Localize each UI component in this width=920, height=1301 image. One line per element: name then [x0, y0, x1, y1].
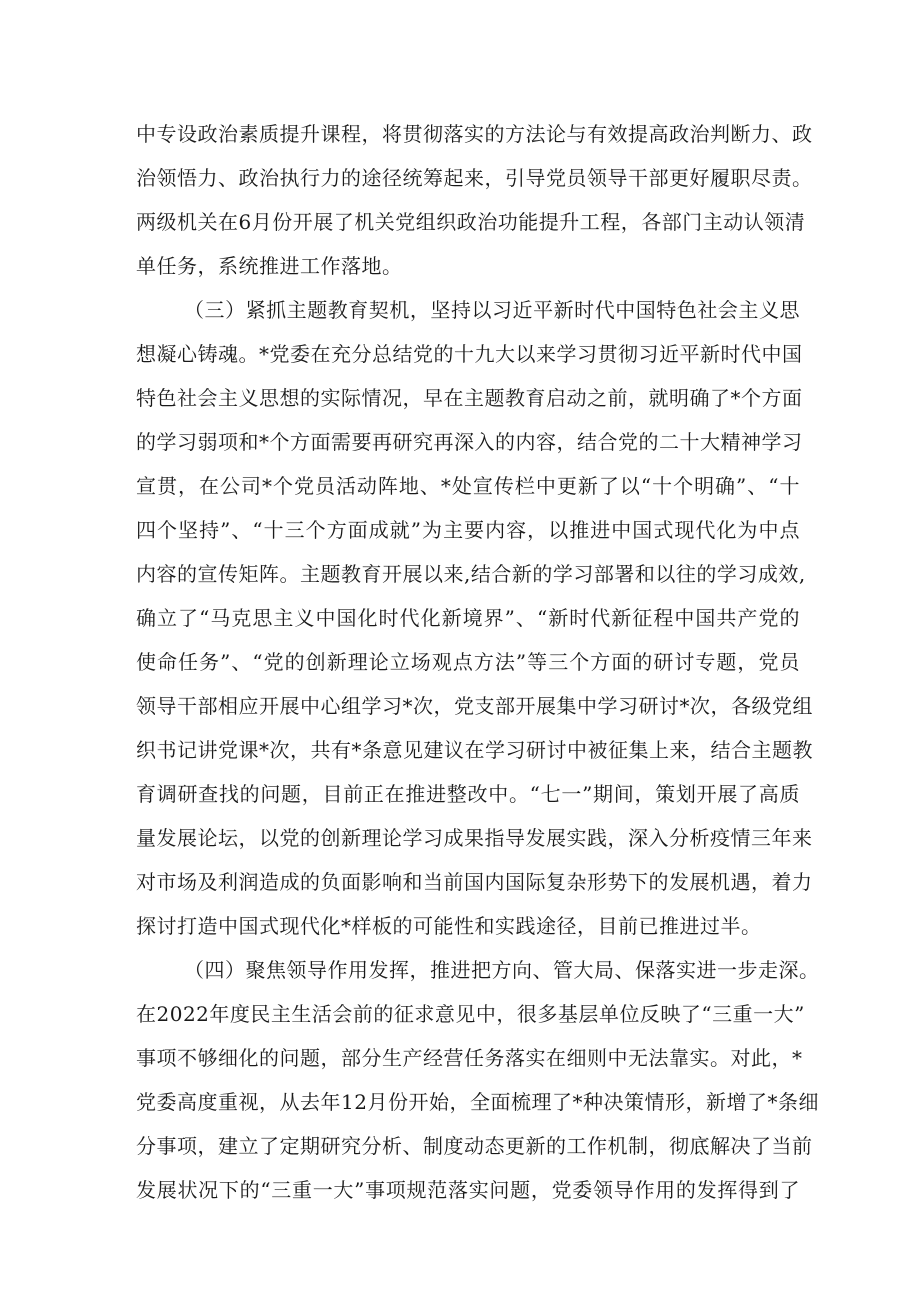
- text-line: 量发展论坛，以党的创新理论学习成果指导发展实践，深入分析疫情三年来: [136, 826, 813, 850]
- text-line: 发展状况下的“三重一大”事项规范落实问题，党委领导作用的发挥得到了: [136, 1178, 800, 1202]
- text-line: 分事项，建立了定期研究分析、制度动态更新的工作机制，彻底解决了当前: [136, 1134, 813, 1158]
- text-line: 想凝心铸魂。*党委在充分总结党的十九大以来学习贯彻习近平新时代中国: [136, 342, 803, 366]
- text-line: （四）聚焦领导作用发挥，推进把方向、管大局、保落实进一步走深。: [184, 958, 820, 982]
- text-line: 特色社会主义思想的实际情况，早在主题教育启动之前，就明确了*个方面: [136, 386, 803, 410]
- text-line: 使命任务”、“党的创新理论立场观点方法”等三个方面的研讨专题，党员: [136, 650, 800, 674]
- text-line: 治领悟力、政治执行力的途径统筹起来，引导党员领导干部更好履职尽责。: [136, 166, 813, 190]
- paragraph-3: [136, 948, 820, 1212]
- text-line: 织书记讲党课*次，共有*条意见建议在学习研讨中被征集上来，结合主题教: [136, 738, 813, 762]
- text-line: 宣贯，在公司*个党员活动阵地、*处宣传栏中更新了以“十个明确”、“十: [136, 474, 800, 498]
- text-line: 党委高度重视，从去年12月份开始，全面梳理了*种决策情形，新增了*条细: [136, 1090, 819, 1114]
- text-line: 事项不够细化的问题，部分生产经营任务落实在细则中无法靠实。对此，*: [136, 1046, 803, 1070]
- paragraph-2: [136, 288, 813, 948]
- paragraph-1: [136, 112, 813, 288]
- text-line: 对市场及利润造成的负面影响和当前国内国际复杂形势下的发展机遇，着力: [136, 870, 813, 894]
- text-line: 在2022年度民主生活会前的征求意见中，很多基层单位反映了“三重一大”: [136, 1002, 805, 1026]
- text-line: 中专设政治素质提升课程，将贯彻落实的方法论与有效提高政治判断力、政: [136, 122, 813, 146]
- text-line: 探讨打造中国式现代化*样板的可能性和实践途径，目前已推进过半。: [136, 914, 762, 938]
- text-line: 两级机关在6月份开展了机关党组织政治功能提升工程，各部门主动认领清: [136, 210, 806, 234]
- text-line: 单任务，系统推进工作落地。: [136, 254, 403, 278]
- text-line: 育调研查找的问题，目前正在推进整改中。“七一”期间，策划开展了高质: [136, 782, 800, 806]
- document-body: [136, 112, 820, 1212]
- text-line: 领导干部相应开展中心组学习*次，党支部开展集中学习研讨*次，各级党组: [136, 694, 813, 718]
- text-line: 确立了“马克思主义中国化时代化新境界”、“新时代新征程中国共产党的: [136, 606, 800, 630]
- text-line: 的学习弱项和*个方面需要再研究再深入的内容，结合党的二十大精神学习: [136, 430, 803, 454]
- text-line: 内容的宣传矩阵。主题教育开展以来,结合新的学习部署和以往的学习成效,: [136, 562, 806, 586]
- text-line: （三）紧抓主题教育契机，坚持以习近平新时代中国特色社会主义思: [184, 298, 800, 322]
- text-line: 四个坚持”、“十三个方面成就”为主要内容，以推进中国式现代化为中点: [136, 518, 800, 542]
